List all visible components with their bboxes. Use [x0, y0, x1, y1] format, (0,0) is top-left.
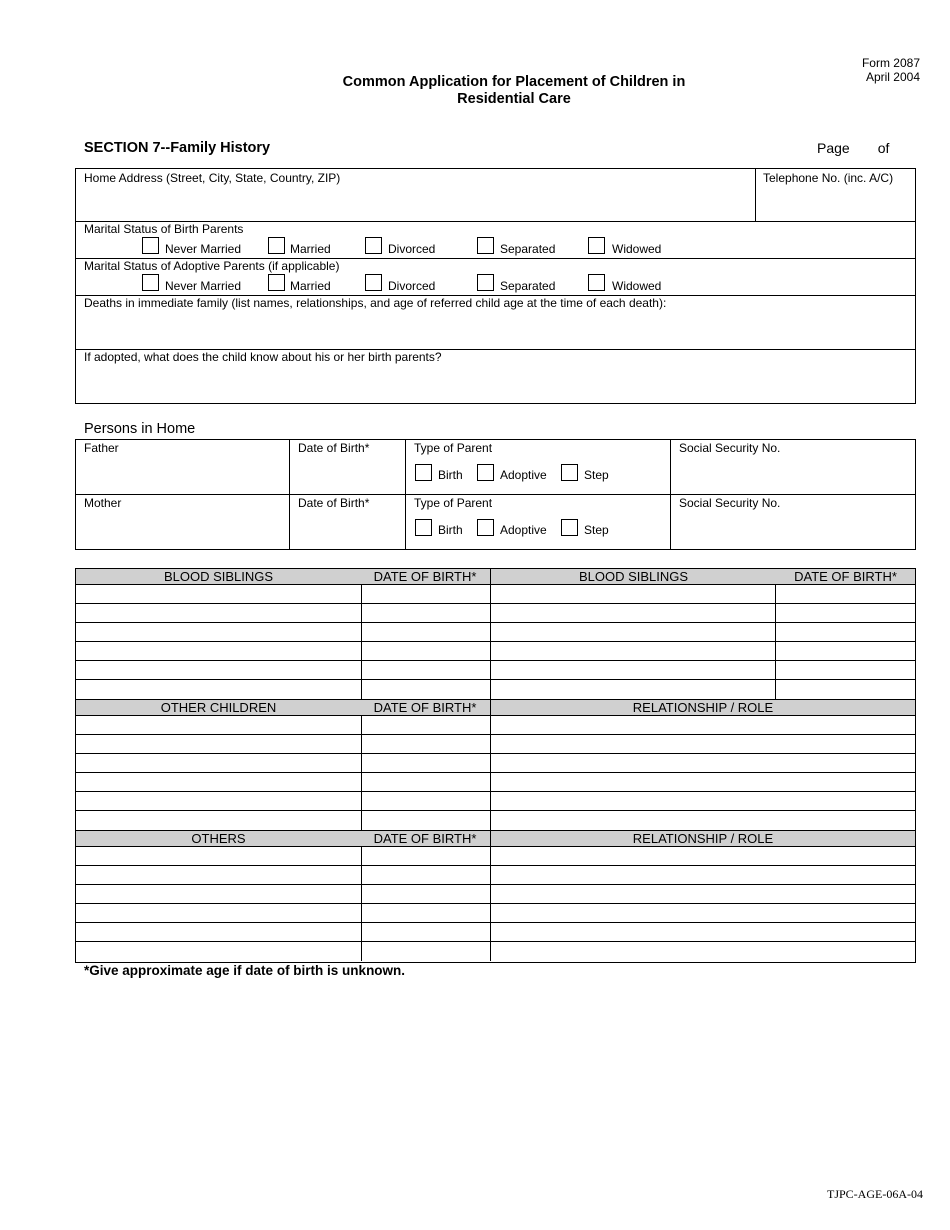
never-married-label: Never Married [165, 242, 242, 256]
separated-checkbox[interactable] [477, 274, 494, 291]
step-label: Step [584, 468, 609, 482]
married-label: Married [290, 242, 331, 256]
father-dob-label: Date of Birth* [298, 441, 370, 455]
never-married-label: Never Married [165, 279, 242, 293]
widowed-checkbox[interactable] [588, 237, 605, 254]
dob-col: DATE OF BIRTH* [373, 831, 477, 846]
father-ssn-label: Social Security No. [679, 441, 781, 455]
widowed-label: Widowed [612, 242, 662, 256]
dob-col1: DATE OF BIRTH* [373, 569, 477, 584]
home-address-label: Home Address (Street, City, State, Country, ZIP) [84, 171, 341, 185]
marital-adoptive-label: Marital Status of Adoptive Parents (if applicable) [84, 259, 340, 273]
birth-checkbox[interactable] [415, 519, 432, 536]
others-entry-area[interactable] [76, 847, 915, 961]
birth-checkbox[interactable] [415, 464, 432, 481]
other-children-entry-area[interactable] [76, 716, 915, 830]
separated-checkbox[interactable] [477, 237, 494, 254]
adoptive-checkbox[interactable] [477, 464, 494, 481]
widowed-label: Widowed [612, 279, 662, 293]
separated-label: Separated [500, 242, 556, 256]
mother-label: Mother [84, 496, 122, 510]
blood-siblings-col2: BLOOD SIBLINGS [578, 569, 689, 584]
married-label: Married [290, 279, 331, 293]
form-number: Form 2087 [861, 56, 920, 70]
form-code: TJPC-AGE-06A-04 [827, 1187, 923, 1201]
mother-type-label: Type of Parent [414, 496, 493, 510]
adopted-label: If adopted, what does the child know about his or her birth parents? [84, 350, 442, 364]
persons-in-home-title: Persons in Home [84, 421, 196, 437]
step-label: Step [584, 523, 609, 537]
relationship-col: RELATIONSHIP / ROLE [632, 831, 774, 846]
family-info-box [75, 168, 916, 404]
deaths-field[interactable] [76, 296, 915, 349]
mother-ssn-label: Social Security No. [679, 496, 781, 510]
widowed-checkbox[interactable] [588, 274, 605, 291]
telephone-label: Telephone No. (inc. A/C) [763, 171, 894, 185]
blood-siblings-entry-area[interactable] [76, 585, 915, 699]
footnote: *Give approximate age if date of birth is unknown. [84, 963, 406, 978]
section-title: SECTION 7--Family History [84, 140, 271, 156]
father-type-label: Type of Parent [414, 441, 493, 455]
birth-label: Birth [438, 468, 463, 482]
title-line-2: Residential Care [457, 91, 571, 107]
blood-siblings-header [76, 568, 915, 585]
adoptive-checkbox[interactable] [477, 519, 494, 536]
blood-siblings-col1: BLOOD SIBLINGS [163, 569, 274, 584]
page-label: Page [817, 140, 850, 156]
divorced-label: Divorced [388, 242, 436, 256]
adopted-field[interactable] [76, 350, 915, 403]
step-checkbox[interactable] [561, 519, 578, 536]
others-col: OTHERS [191, 831, 246, 846]
dob-col: DATE OF BIRTH* [373, 700, 477, 715]
adoptive-label: Adoptive [500, 523, 547, 537]
adoptive-label: Adoptive [500, 468, 547, 482]
mother-dob-label: Date of Birth* [298, 496, 370, 510]
other-children-header [76, 699, 915, 716]
page-counter [817, 140, 889, 156]
of-label: of [877, 140, 890, 156]
father-label: Father [84, 441, 119, 455]
never-married-checkbox[interactable] [142, 237, 159, 254]
divorced-label: Divorced [388, 279, 436, 293]
separated-label: Separated [500, 279, 556, 293]
form-title [0, 74, 950, 108]
dob-col2: DATE OF BIRTH* [794, 569, 897, 584]
others-header [76, 830, 915, 847]
home-address-field[interactable] [76, 169, 755, 221]
relatives-grid [75, 568, 916, 963]
birth-label: Birth [438, 523, 463, 537]
divorced-checkbox[interactable] [365, 274, 382, 291]
marital-birth-label: Marital Status of Birth Parents [84, 222, 244, 236]
divider [76, 494, 915, 495]
married-checkbox[interactable] [268, 237, 285, 254]
married-checkbox[interactable] [268, 274, 285, 291]
never-married-checkbox[interactable] [142, 274, 159, 291]
relationship-col: RELATIONSHIP / ROLE [632, 700, 774, 715]
title-line-1: Common Application for Placement of Children in [342, 74, 686, 90]
divorced-checkbox[interactable] [365, 237, 382, 254]
telephone-field[interactable] [756, 169, 916, 221]
form-date: April 2004 [865, 70, 920, 84]
other-children-col: OTHER CHILDREN [160, 700, 277, 715]
persons-table [75, 439, 916, 550]
step-checkbox[interactable] [561, 464, 578, 481]
deaths-label: Deaths in immediate family (list names, relationships, and age of referred child age at the time of each death): [84, 296, 667, 310]
